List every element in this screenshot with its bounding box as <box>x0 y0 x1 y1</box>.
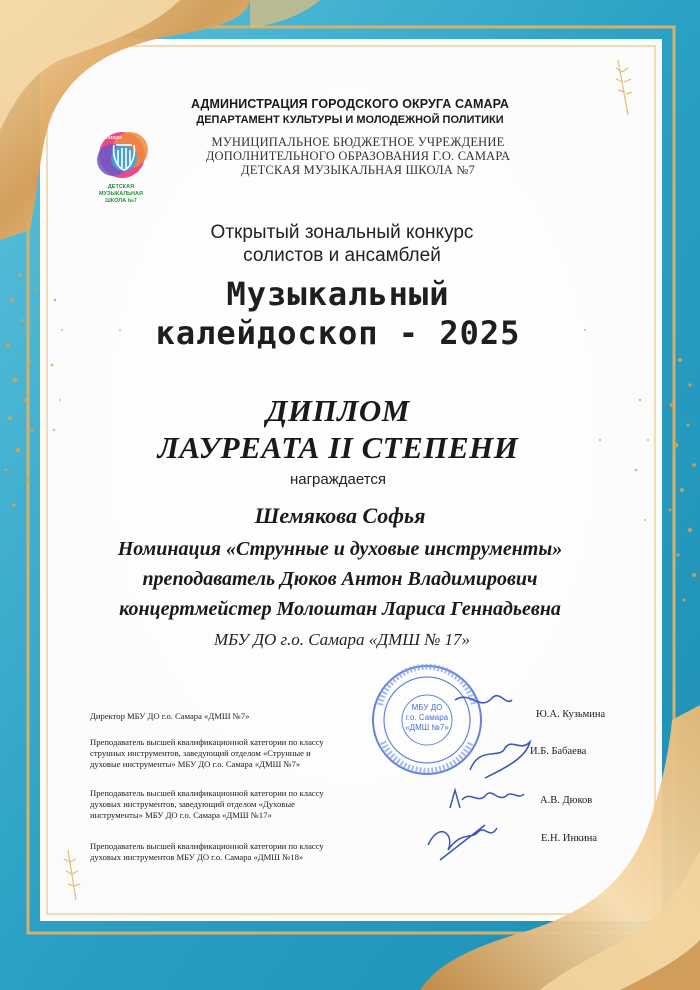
org-line-2: ДОПОЛНИТЕЛЬНОГО ОБРАЗОВАНИЯ Г.О. САМАРА <box>205 149 511 163</box>
role-line: Преподаватель высшей квалификационной категории по классу <box>90 788 324 798</box>
role-line: струнных инструментов, заведующий отделом «Струнные и <box>90 748 311 758</box>
contest-line-2: солистов и ансамблей <box>243 245 441 266</box>
signature-role-3 <box>90 788 420 821</box>
role-line: духовых инструментов МБУ ДО г.о. Самара «ДМШ №18» <box>90 852 304 862</box>
role-line: духовые инструменты» МБУ ДО г.о. Самара «ДМШ №7» <box>90 759 301 769</box>
signature-role-1 <box>90 711 420 722</box>
logo-caption-1: ДЕТСКАЯ <box>107 184 135 190</box>
stamp-line-3: «ДМШ №7» <box>405 723 449 732</box>
signature-name-2: И.Б. Бабаева <box>530 746 587 757</box>
signature-role-4 <box>90 841 420 863</box>
role-line: духовых инструментов, заведующий отделом «Духовые <box>90 799 295 809</box>
signature-name-1: Ю.А. Кузьмина <box>536 709 606 720</box>
role-line: Преподаватель высшей квалификационной категории по классу <box>90 737 324 747</box>
department-heading: ДЕПАРТАМЕНТ КУЛЬТУРЫ И МОЛОДЕЖНОЙ ПОЛИТИКИ <box>196 114 504 126</box>
accompanist: концертмейстер Молоштан Лариса Геннадьевна <box>119 598 561 620</box>
logo-caption-3: ШКОЛА №7 <box>105 198 137 204</box>
role-line: Директор МБУ ДО г.о. Самара «ДМШ №7» <box>90 711 250 721</box>
role-line: инструменты» МБУ ДО г.о. Самара «ДМШ №17» <box>90 810 272 820</box>
signature-role-2 <box>90 737 420 770</box>
diploma-degree: ЛАУРЕАТА II СТЕПЕНИ <box>157 430 519 465</box>
org-line-3: ДЕТСКАЯ МУЗЫКАЛЬНАЯ ШКОЛА №7 <box>241 163 475 177</box>
nomination: Номинация «Струнные и духовые инструменты» <box>117 538 563 560</box>
stamp-line-1: МБУ ДО <box>411 703 443 712</box>
logo-caption-2: МУЗЫКАЛЬНАЯ <box>99 191 143 197</box>
signature-name-3: А.В. Дюков <box>540 795 593 806</box>
awarded-label: награждается <box>289 471 387 488</box>
administration-heading: АДМИНИСТРАЦИЯ ГОРОДСКОГО ОКРУГА САМАРА <box>190 97 510 111</box>
contest-title-line-1: Музыкальный <box>226 275 450 313</box>
recipient-name: Шемякова Софья <box>254 503 426 528</box>
signature-name-4: Е.Н. Инкина <box>541 833 598 844</box>
diploma-title: ДИПЛОМ <box>266 393 410 428</box>
teacher: преподаватель Дюков Антон Владимирович <box>142 568 538 590</box>
org-line-1: МУНИЦИПАЛЬНОЕ БЮДЖЕТНОЕ УЧРЕЖДЕНИЕ <box>211 135 505 149</box>
role-line: Преподаватель высшей квалификационной категории по классу <box>90 841 324 851</box>
contest-title-line-2: калейдоскоп - 2025 <box>155 314 521 352</box>
contest-line-1: Открытый зональный конкурс <box>210 222 474 243</box>
logo-top-text: Самара <box>104 135 123 141</box>
stamp-line-2: г.о. Самара <box>405 713 449 722</box>
school-name: МБУ ДО г.о. Самара «ДМШ № 17» <box>214 630 470 649</box>
